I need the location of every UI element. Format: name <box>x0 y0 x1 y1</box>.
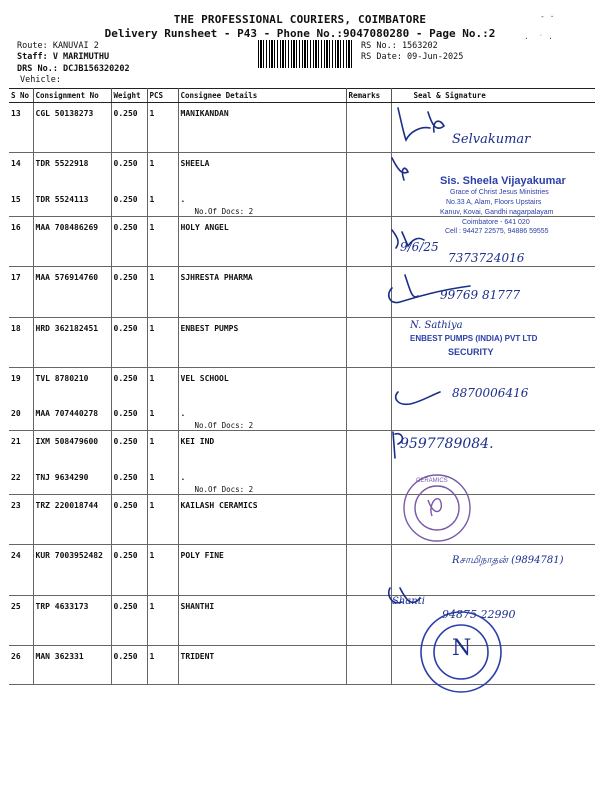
cell-consignee: . No.Of Docs: 2 <box>178 467 346 495</box>
table-row <box>9 431 595 467</box>
stamp-sheela-addr1: No.33 A, Alam, Floors Upstairs <box>446 199 542 206</box>
cell-weight: 0.250 <box>111 317 147 367</box>
runsheet-title: Delivery Runsheet - P43 - Phone No.:9047080280 - Page No.:2 <box>104 27 496 40</box>
cell-cons: HRD 362182451 <box>33 317 111 367</box>
cell-pcs: 1 <box>147 367 178 403</box>
cell-sno: 18 <box>9 317 33 367</box>
cell-consignee: SHEELA <box>178 153 346 189</box>
sig-num-17: 99769 81777 <box>440 288 521 302</box>
cell-sno: 20 <box>9 403 33 431</box>
stamp-ceramics-text: CERAMICS <box>416 478 448 484</box>
cell-consignee: TRIDENT <box>178 645 346 684</box>
docs-count: No.Of Docs: 2 <box>194 484 254 494</box>
col-weight: Weight <box>111 89 147 103</box>
cell-consignee: SJHRESTA PHARMA <box>178 266 346 317</box>
cell-sno: 22 <box>9 467 33 495</box>
cell-pcs: 1 <box>147 216 178 266</box>
cell-weight: 0.250 <box>111 153 147 189</box>
docs-count: No.Of Docs: 2 <box>194 421 254 430</box>
cell-sno: 19 <box>9 367 33 403</box>
col-signature: Seal & Signature <box>391 89 595 103</box>
corner-mark: - · <box>540 12 555 21</box>
cell-pcs: 1 <box>147 645 178 684</box>
table-row <box>9 403 595 431</box>
docs-count: No.Of Docs: 2 <box>194 206 254 216</box>
cell-pcs: 1 <box>147 467 178 495</box>
drs-label: DRS No.: DCJB156320202 <box>17 64 130 74</box>
cell-sno: 14 <box>9 153 33 189</box>
stamp-sheela-org: Grace of Christ Jesus Ministries <box>450 189 549 196</box>
sig-24: Rசாமிநாதன் (9894781) <box>452 555 564 566</box>
cell-consignee: . No.Of Docs: 2 <box>178 189 346 217</box>
col-consignee: Consignee Details <box>178 89 346 103</box>
sig-date-16: 9/6/25 <box>400 240 439 254</box>
sig-phone-16: 7373724016 <box>448 251 525 265</box>
rs-date: RS Date: 09-Jun-2025 <box>361 52 464 62</box>
cell-weight: 0.250 <box>111 103 147 153</box>
cell-cons: TRP 4633173 <box>33 595 111 645</box>
cell-cons: TRZ 220018744 <box>33 494 111 544</box>
col-consignment: Consignment No <box>33 89 111 103</box>
cell-cons: TNJ 9634290 <box>33 467 111 495</box>
cell-weight: 0.250 <box>111 431 147 467</box>
rs-number: RS No.: 1563202 <box>361 41 438 51</box>
sig-selvakumar: Selvakumar <box>452 132 531 147</box>
cell-weight: 0.250 <box>111 494 147 544</box>
cell-consignee: KEI IND <box>178 431 346 467</box>
corner-mark: · ˙ · <box>524 34 553 43</box>
cell-pcs: 1 <box>147 494 178 544</box>
cell-sno: 23 <box>9 494 33 544</box>
cell-sno: 16 <box>9 216 33 266</box>
cell-cons: IXM 508479600 <box>33 431 111 467</box>
cell-sno: 25 <box>9 595 33 645</box>
stamp-trident-text: N <box>452 636 472 661</box>
cell-weight: 0.250 <box>111 189 147 217</box>
col-sno: S No <box>9 89 33 103</box>
stamp-sheela-addr2: Kanuv, Kovai, Gandhi nagarpalayam <box>440 209 554 216</box>
cell-weight: 0.250 <box>111 403 147 431</box>
cell-pcs: 1 <box>147 153 178 189</box>
cell-sno: 21 <box>9 431 33 467</box>
cell-cons: MAA 708486269 <box>33 216 111 266</box>
cell-consignee: . No.Of Docs: 2 <box>178 403 346 431</box>
table-header-row <box>9 89 595 103</box>
sig-sathiya: N. Sathiya <box>410 320 463 331</box>
cell-pcs: 1 <box>147 595 178 645</box>
cell-sno: 15 <box>9 189 33 217</box>
stamp-sheela-addr3: Coimbatore - 641 020 <box>462 219 530 226</box>
col-remarks: Remarks <box>346 89 391 103</box>
cell-sno: 26 <box>9 645 33 684</box>
cell-consignee: MANIKANDAN <box>178 103 346 153</box>
cell-sno: 17 <box>9 266 33 317</box>
cell-weight: 0.250 <box>111 266 147 317</box>
cell-weight: 0.250 <box>111 216 147 266</box>
sig-shanti: Shanti <box>392 596 425 607</box>
cell-sno: 24 <box>9 544 33 595</box>
sig-phone-19: 8870006416 <box>452 386 529 400</box>
cell-pcs: 1 <box>147 189 178 217</box>
cell-weight: 0.250 <box>111 595 147 645</box>
cell-consignee: HOLY ANGEL <box>178 216 346 266</box>
cell-cons: TDR 5524113 <box>33 189 111 217</box>
barcode <box>258 40 353 68</box>
cell-cons: TVL 8780210 <box>33 367 111 403</box>
cell-pcs: 1 <box>147 103 178 153</box>
stamp-sheela-cell: Cell : 94427 22575, 94886 59555 <box>445 228 549 235</box>
cell-weight: 0.250 <box>111 467 147 495</box>
staff-label: Staff: V MARIMUTHU <box>17 52 110 62</box>
cell-consignee: VEL SCHOOL <box>178 367 346 403</box>
cell-pcs: 1 <box>147 403 178 431</box>
route-label: Route: KANUVAI 2 <box>17 41 99 51</box>
cell-pcs: 1 <box>147 544 178 595</box>
cell-weight: 0.250 <box>111 544 147 595</box>
cell-cons: CGL 50138273 <box>33 103 111 153</box>
stamp-sheela-name: Sis. Sheela Vijayakumar <box>440 175 566 187</box>
table-row <box>9 544 595 595</box>
table-row <box>9 494 595 544</box>
sig-num-25: 94875 22990 <box>442 608 516 621</box>
cell-consignee: ENBEST PUMPS <box>178 317 346 367</box>
sig-phone-21: 9597789084. <box>400 436 494 452</box>
vehicle-label: Vehicle: <box>20 75 61 85</box>
cell-pcs: 1 <box>147 266 178 317</box>
table-row <box>9 467 595 495</box>
col-pcs: PCS <box>147 89 178 103</box>
cell-sno: 13 <box>9 103 33 153</box>
cell-pcs: 1 <box>147 317 178 367</box>
cell-weight: 0.250 <box>111 367 147 403</box>
stamp-enbest-dept: SECURITY <box>448 347 494 357</box>
cell-consignee: KAILASH CERAMICS <box>178 494 346 544</box>
cell-cons: KUR 7003952482 <box>33 544 111 595</box>
cell-cons: MAA 576914760 <box>33 266 111 317</box>
cell-consignee: SHANTHI <box>178 595 346 645</box>
cell-weight: 0.250 <box>111 645 147 684</box>
company-title: THE PROFESSIONAL COURIERS, COIMBATORE <box>173 13 427 26</box>
stamp-enbest-company: ENBEST PUMPS (INDIA) PVT LTD <box>410 334 538 343</box>
cell-cons: MAN 362331 <box>33 645 111 684</box>
cell-cons: MAA 707440278 <box>33 403 111 431</box>
table-row <box>9 645 595 684</box>
cell-cons: TDR 5522918 <box>33 153 111 189</box>
cell-consignee: POLY FINE <box>178 544 346 595</box>
cell-pcs: 1 <box>147 431 178 467</box>
